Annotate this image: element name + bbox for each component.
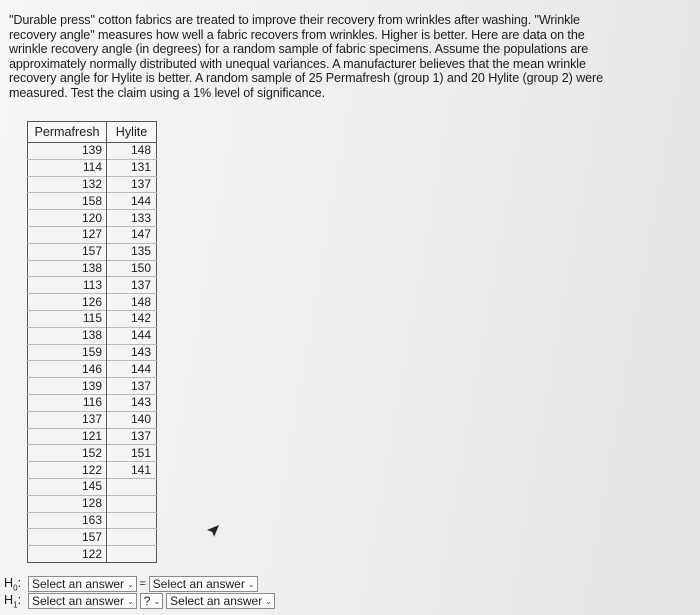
- permafresh-value: 121: [28, 428, 107, 445]
- chevron-down-icon: ⌄: [153, 596, 161, 606]
- table-row: [28, 512, 157, 529]
- hylite-value: 131: [107, 159, 157, 176]
- permafresh-value: 115: [28, 310, 107, 327]
- table-row: [28, 193, 157, 210]
- problem-statement: "Durable press" cotton fabrics are treated to improve their recovery from wrinkles after washing. "Wrinkle recovery angle" measures how well a fabric recovers from wrinkles. Higher is better. Here are data on the wrinkle recovery angle (in degrees) for a random sample of fabric specimens. Assume the populations are approximately normally distributed with unequal variances. A manufacturer believes that the mean wrinkle recovery angle for Hylite is better. A random sample of 25 Permafresh (group 1) and 20 Hylite (group 2) were measured. Test the claim using a 1% level of significance.: [9, 13, 603, 100]
- table-row: [28, 394, 157, 411]
- permafresh-value: 116: [28, 394, 107, 411]
- table-row: [28, 495, 157, 512]
- table-row: [28, 378, 157, 395]
- mouse-cursor-icon: [206, 524, 220, 538]
- permafresh-value: 163: [28, 512, 107, 529]
- chevron-down-icon: ⌄: [127, 596, 134, 606]
- hylite-value: 135: [107, 243, 157, 260]
- h0-parameter-select[interactable]: Select an answer ⌄: [28, 576, 137, 592]
- hylite-value: [107, 512, 157, 529]
- table-row: [28, 361, 157, 378]
- permafresh-value: 146: [28, 361, 107, 378]
- table-row: [28, 176, 157, 193]
- hylite-value: 137: [107, 428, 157, 445]
- h0-operator: =: [139, 578, 146, 590]
- permafresh-value: 138: [28, 260, 107, 277]
- table-row: [28, 529, 157, 546]
- permafresh-value: 139: [28, 143, 107, 160]
- table-row: [28, 411, 157, 428]
- permafresh-value: 122: [28, 546, 107, 563]
- table-row: [28, 546, 157, 563]
- permafresh-value: 158: [28, 193, 107, 210]
- table-row: [28, 445, 157, 462]
- permafresh-value: 120: [28, 210, 107, 227]
- header-permafresh: Permafresh: [28, 122, 107, 143]
- permafresh-value: 122: [28, 462, 107, 479]
- table-row: [28, 143, 157, 160]
- table-header-row: [28, 122, 157, 143]
- hylite-value: 137: [107, 277, 157, 294]
- permafresh-value: 132: [28, 176, 107, 193]
- data-table: [27, 121, 157, 563]
- hylite-value: 143: [107, 344, 157, 361]
- permafresh-value: 152: [28, 445, 107, 462]
- table-row: [28, 478, 157, 495]
- null-hypothesis-row: [4, 576, 258, 592]
- h0-comparison-select[interactable]: Select an answer ⌄: [149, 576, 258, 592]
- permafresh-value: 138: [28, 327, 107, 344]
- hylite-value: 142: [107, 310, 157, 327]
- table-row: [28, 226, 157, 243]
- permafresh-value: 127: [28, 226, 107, 243]
- chevron-down-icon: ⌄: [127, 579, 134, 589]
- permafresh-value: 137: [28, 411, 107, 428]
- hylite-value: 144: [107, 327, 157, 344]
- table-row: [28, 294, 157, 311]
- table-row: [28, 327, 157, 344]
- permafresh-value: 159: [28, 344, 107, 361]
- h1-operator-select[interactable]: ? ⌄: [140, 593, 163, 609]
- permafresh-value: 157: [28, 529, 107, 546]
- hylite-value: 137: [107, 378, 157, 395]
- hylite-value: [107, 478, 157, 495]
- h1-comparison-select[interactable]: Select an answer ⌄: [166, 593, 275, 609]
- hylite-value: 141: [107, 462, 157, 479]
- hylite-value: 144: [107, 361, 157, 378]
- permafresh-value: 113: [28, 277, 107, 294]
- hylite-value: [107, 529, 157, 546]
- hylite-value: [107, 546, 157, 563]
- permafresh-value: 145: [28, 478, 107, 495]
- alternative-hypothesis-row: [4, 593, 275, 609]
- hylite-value: 151: [107, 445, 157, 462]
- hylite-value: 143: [107, 394, 157, 411]
- table-row: [28, 260, 157, 277]
- table-row: [28, 310, 157, 327]
- permafresh-value: 128: [28, 495, 107, 512]
- null-hypothesis-label: $H_0$:: [4, 575, 22, 593]
- table-row: [28, 462, 157, 479]
- hylite-value: 147: [107, 226, 157, 243]
- header-hylite: Hylite: [107, 122, 157, 143]
- table-row: [28, 344, 157, 361]
- hylite-value: [107, 495, 157, 512]
- chevron-down-icon: ⌄: [247, 579, 255, 589]
- table-row: [28, 159, 157, 176]
- hylite-value: 150: [107, 260, 157, 277]
- table-row: [28, 277, 157, 294]
- alternative-hypothesis-label: $H_1$:: [4, 592, 22, 610]
- permafresh-value: 139: [28, 378, 107, 395]
- table-row: [28, 243, 157, 260]
- permafresh-value: 114: [28, 159, 107, 176]
- h1-parameter-select[interactable]: Select an answer ⌄: [28, 593, 137, 609]
- hylite-value: 148: [107, 294, 157, 311]
- table-row: [28, 210, 157, 227]
- hylite-value: 148: [107, 143, 157, 160]
- table-row: [28, 428, 157, 445]
- hylite-value: 144: [107, 193, 157, 210]
- table-body: [28, 143, 157, 563]
- hylite-value: 133: [107, 210, 157, 227]
- hylite-value: 140: [107, 411, 157, 428]
- chevron-down-icon: ⌄: [265, 596, 272, 606]
- hylite-value: 137: [107, 176, 157, 193]
- permafresh-value: 126: [28, 294, 107, 311]
- permafresh-value: 157: [28, 243, 107, 260]
